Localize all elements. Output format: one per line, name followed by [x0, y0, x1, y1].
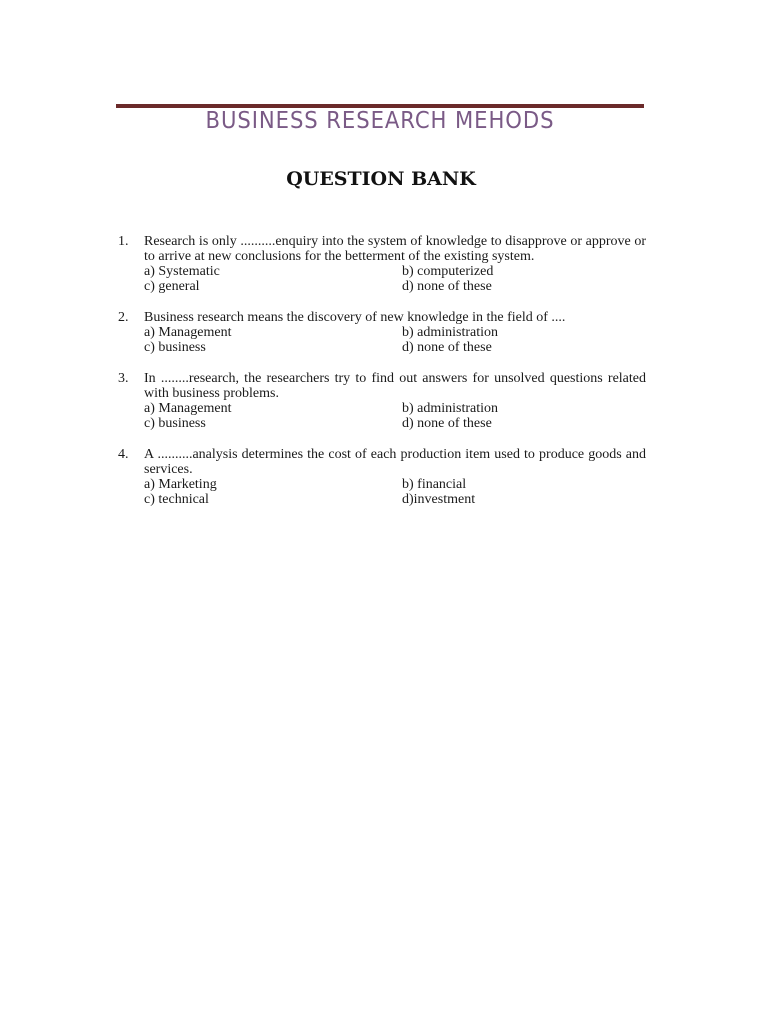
option-a: a) Management: [144, 325, 232, 340]
question-number: 3.: [118, 371, 129, 386]
question-number: 1.: [118, 234, 129, 249]
question-text: In ........research, the researchers try to find out answers for unsolved questions related with business problems.: [144, 371, 646, 401]
option-list: [144, 477, 646, 507]
question-item: [118, 234, 646, 294]
question-text: Business research means the discovery of new knowledge in the field of ....: [144, 310, 566, 325]
question-item: [118, 371, 646, 431]
page-title: QUESTION BANK: [286, 168, 476, 190]
option-list: [144, 325, 646, 355]
option-b: b) administration: [402, 325, 499, 340]
option-c: c) business: [144, 416, 206, 431]
option-d: d) none of these: [402, 340, 492, 355]
option-a: a) Marketing: [144, 477, 217, 492]
option-a: a) Systematic: [144, 264, 220, 279]
option-d: d)investment: [402, 492, 476, 507]
option-c: c) general: [144, 279, 200, 294]
option-c: c) business: [144, 340, 206, 355]
question-list: [118, 234, 646, 523]
header-title: BUSINESS RESEARCH MEHODS: [205, 108, 555, 134]
question-number: 2.: [118, 310, 129, 325]
option-b: b) financial: [402, 477, 467, 492]
option-c: c) technical: [144, 492, 209, 507]
option-list: [144, 264, 646, 294]
question-text: Research is only ..........enquiry into the system of knowledge to disapprove or approve or to arrive at new conclusions for the betterment of the existing system.: [144, 234, 646, 264]
option-d: d) none of these: [402, 416, 492, 431]
question-item: [118, 310, 646, 355]
question-text: A ..........analysis determines the cost of each production item used to produce goods and services.: [144, 447, 646, 477]
question-item: [118, 447, 646, 507]
option-b: b) administration: [402, 401, 499, 416]
question-number: 4.: [118, 447, 129, 462]
option-a: a) Management: [144, 401, 232, 416]
option-b: b) computerized: [402, 264, 494, 279]
option-list: [144, 401, 646, 431]
option-d: d) none of these: [402, 279, 492, 294]
